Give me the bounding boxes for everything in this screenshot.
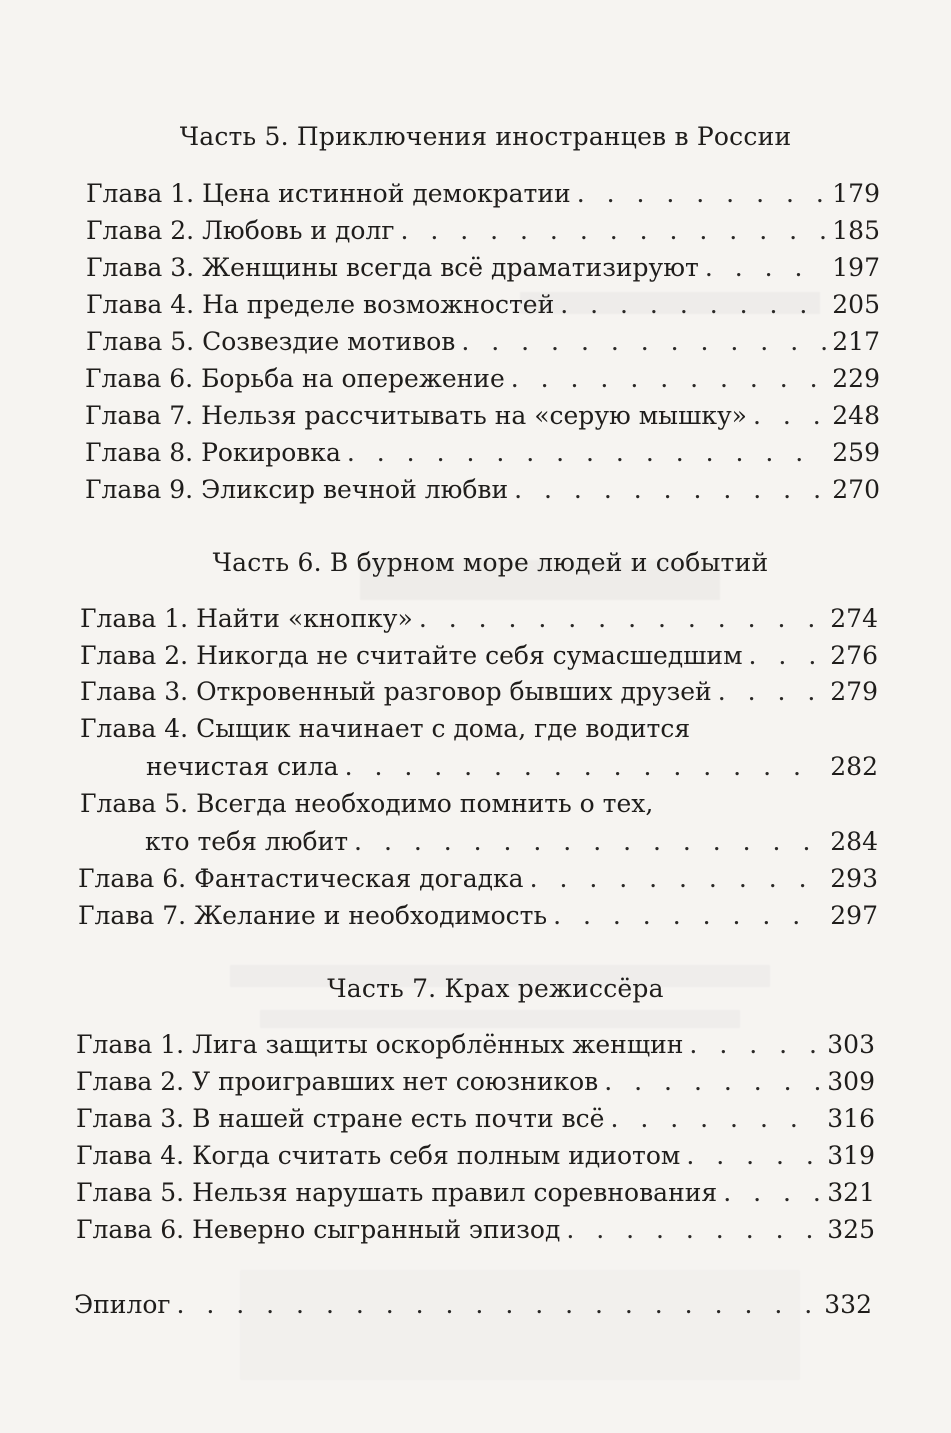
page-number: 293 <box>830 864 878 893</box>
chapter-title: Глава 7. Желание и необходимость <box>78 901 548 930</box>
dot-leader <box>400 213 826 249</box>
chapter-title: Глава 1. Лига защиты оскорблённых женщин <box>76 1030 684 1059</box>
chapter-title: Глава 5. Созвездие мотивов <box>86 327 456 356</box>
toc-entry[interactable] <box>76 1138 875 1174</box>
dot-leader <box>566 1212 821 1248</box>
page-number: 316 <box>827 1104 875 1133</box>
dot-leader <box>176 1287 818 1323</box>
chapter-title: Глава 4. Когда считать себя полным идиотом <box>76 1141 681 1170</box>
page-number: 282 <box>830 752 878 781</box>
toc-entry[interactable] <box>76 1101 875 1137</box>
toc-entry[interactable] <box>76 1175 875 1211</box>
toc-entry[interactable] <box>80 601 878 637</box>
page-number: 205 <box>832 290 880 319</box>
dot-leader <box>514 472 826 508</box>
chapter-title: Глава 6. Борьба на опережение <box>85 364 505 393</box>
toc-entry[interactable] <box>86 176 880 212</box>
chapter-title: Глава 1. Найти «кнопку» <box>80 604 413 633</box>
page-number: 185 <box>832 216 880 245</box>
toc-entry-epilogue[interactable] <box>74 1287 872 1323</box>
dot-leader <box>705 250 826 286</box>
chapter-title: Глава 9. Эликсир вечной любви <box>85 475 509 504</box>
toc-entry[interactable] <box>85 361 880 397</box>
part-title: Часть 7. Крах режиссёра <box>327 974 664 1003</box>
toc-entry[interactable] <box>76 1064 875 1100</box>
dot-leader <box>461 324 826 360</box>
page-number: 270 <box>832 475 880 504</box>
page-number: 259 <box>832 438 880 467</box>
chapter-title: Глава 6. Фантастическая догадка <box>78 864 524 893</box>
page-number: 229 <box>832 364 880 393</box>
dot-leader <box>560 287 826 323</box>
dot-leader <box>354 824 824 860</box>
toc-entry[interactable] <box>80 638 878 674</box>
toc-entry[interactable] <box>145 824 878 860</box>
chapter-title-first-line[interactable]: Глава 5. Всегда необходимо помнить о тех, <box>80 789 654 818</box>
toc-entry[interactable] <box>146 749 878 785</box>
toc-entry[interactable] <box>86 213 880 249</box>
page-number: 332 <box>824 1290 872 1319</box>
chapter-title: Глава 7. Нельзя рассчитывать на «серую мышку» <box>85 401 747 430</box>
page-number: 284 <box>830 827 878 856</box>
chapter-title: Глава 6. Неверно сыгранный эпизод <box>76 1215 561 1244</box>
toc-entry[interactable] <box>78 861 878 897</box>
dot-leader <box>686 1138 821 1174</box>
chapter-title: Глава 3. Откровенный разговор бывших друзей <box>80 677 712 706</box>
part-title: Часть 6. В бурном море людей и событий <box>212 548 769 577</box>
dot-leader <box>718 674 825 710</box>
dot-leader <box>577 176 827 212</box>
page-number: 321 <box>827 1178 875 1207</box>
chapter-title: нечистая сила <box>146 752 339 781</box>
dot-leader <box>753 398 826 434</box>
dot-leader <box>419 601 824 637</box>
toc-entry[interactable] <box>86 324 880 360</box>
chapter-title: Глава 2. Любовь и долг <box>86 216 395 245</box>
page-number: 179 <box>832 179 880 208</box>
dot-leader <box>610 1101 821 1137</box>
chapter-title: кто тебя любит <box>145 827 349 856</box>
page-number: 303 <box>827 1030 875 1059</box>
chapter-title-first-line[interactable]: Глава 4. Сыщик начинает с дома, где водится <box>80 714 691 743</box>
page-number: 279 <box>830 677 878 706</box>
page-number: 325 <box>827 1215 875 1244</box>
toc-entry[interactable] <box>86 287 880 323</box>
toc-entry[interactable] <box>85 435 880 471</box>
toc-entry[interactable] <box>80 674 878 710</box>
chapter-title: Глава 2. Никогда не считайте себя сумасшедшим <box>80 641 743 670</box>
dot-leader <box>530 861 825 897</box>
page-number: 319 <box>827 1141 875 1170</box>
dot-leader <box>604 1064 821 1100</box>
page-number: 309 <box>827 1067 875 1096</box>
page-number: 297 <box>830 901 878 930</box>
chapter-title: Глава 1. Цена истинной демократии <box>86 179 571 208</box>
dot-leader <box>553 898 824 934</box>
chapter-title: Глава 2. У проигравших нет союзников <box>76 1067 599 1096</box>
toc-entry[interactable] <box>78 898 878 934</box>
chapter-title: Глава 3. В нашей стране есть почти всё <box>76 1104 605 1133</box>
toc-entry[interactable] <box>86 250 880 286</box>
chapter-title: Глава 5. Нельзя нарушать правил соревнования <box>76 1178 718 1207</box>
bleed-ghost-block <box>260 1010 740 1028</box>
dot-leader <box>749 638 825 674</box>
page-number: 274 <box>830 604 878 633</box>
page-number: 197 <box>832 253 880 282</box>
page-number: 248 <box>832 401 880 430</box>
dot-leader <box>723 1175 821 1211</box>
part-title: Часть 5. Приключения иностранцев в России <box>179 122 792 151</box>
toc-entry[interactable] <box>85 398 880 434</box>
dot-leader <box>345 749 825 785</box>
page-number: 276 <box>830 641 878 670</box>
chapter-title: Глава 8. Рокировка <box>85 438 341 467</box>
epilogue-title: Эпилог <box>74 1290 171 1319</box>
dot-leader <box>511 361 827 397</box>
dot-leader <box>689 1027 821 1063</box>
toc-entry[interactable] <box>76 1027 875 1063</box>
toc-entry[interactable] <box>76 1212 875 1248</box>
chapter-title: Глава 4. На пределе возможностей <box>86 290 555 319</box>
toc-entry[interactable] <box>85 472 880 508</box>
page-number: 217 <box>832 327 880 356</box>
dot-leader <box>347 435 826 471</box>
chapter-title: Глава 3. Женщины всегда всё драматизируют <box>86 253 699 282</box>
